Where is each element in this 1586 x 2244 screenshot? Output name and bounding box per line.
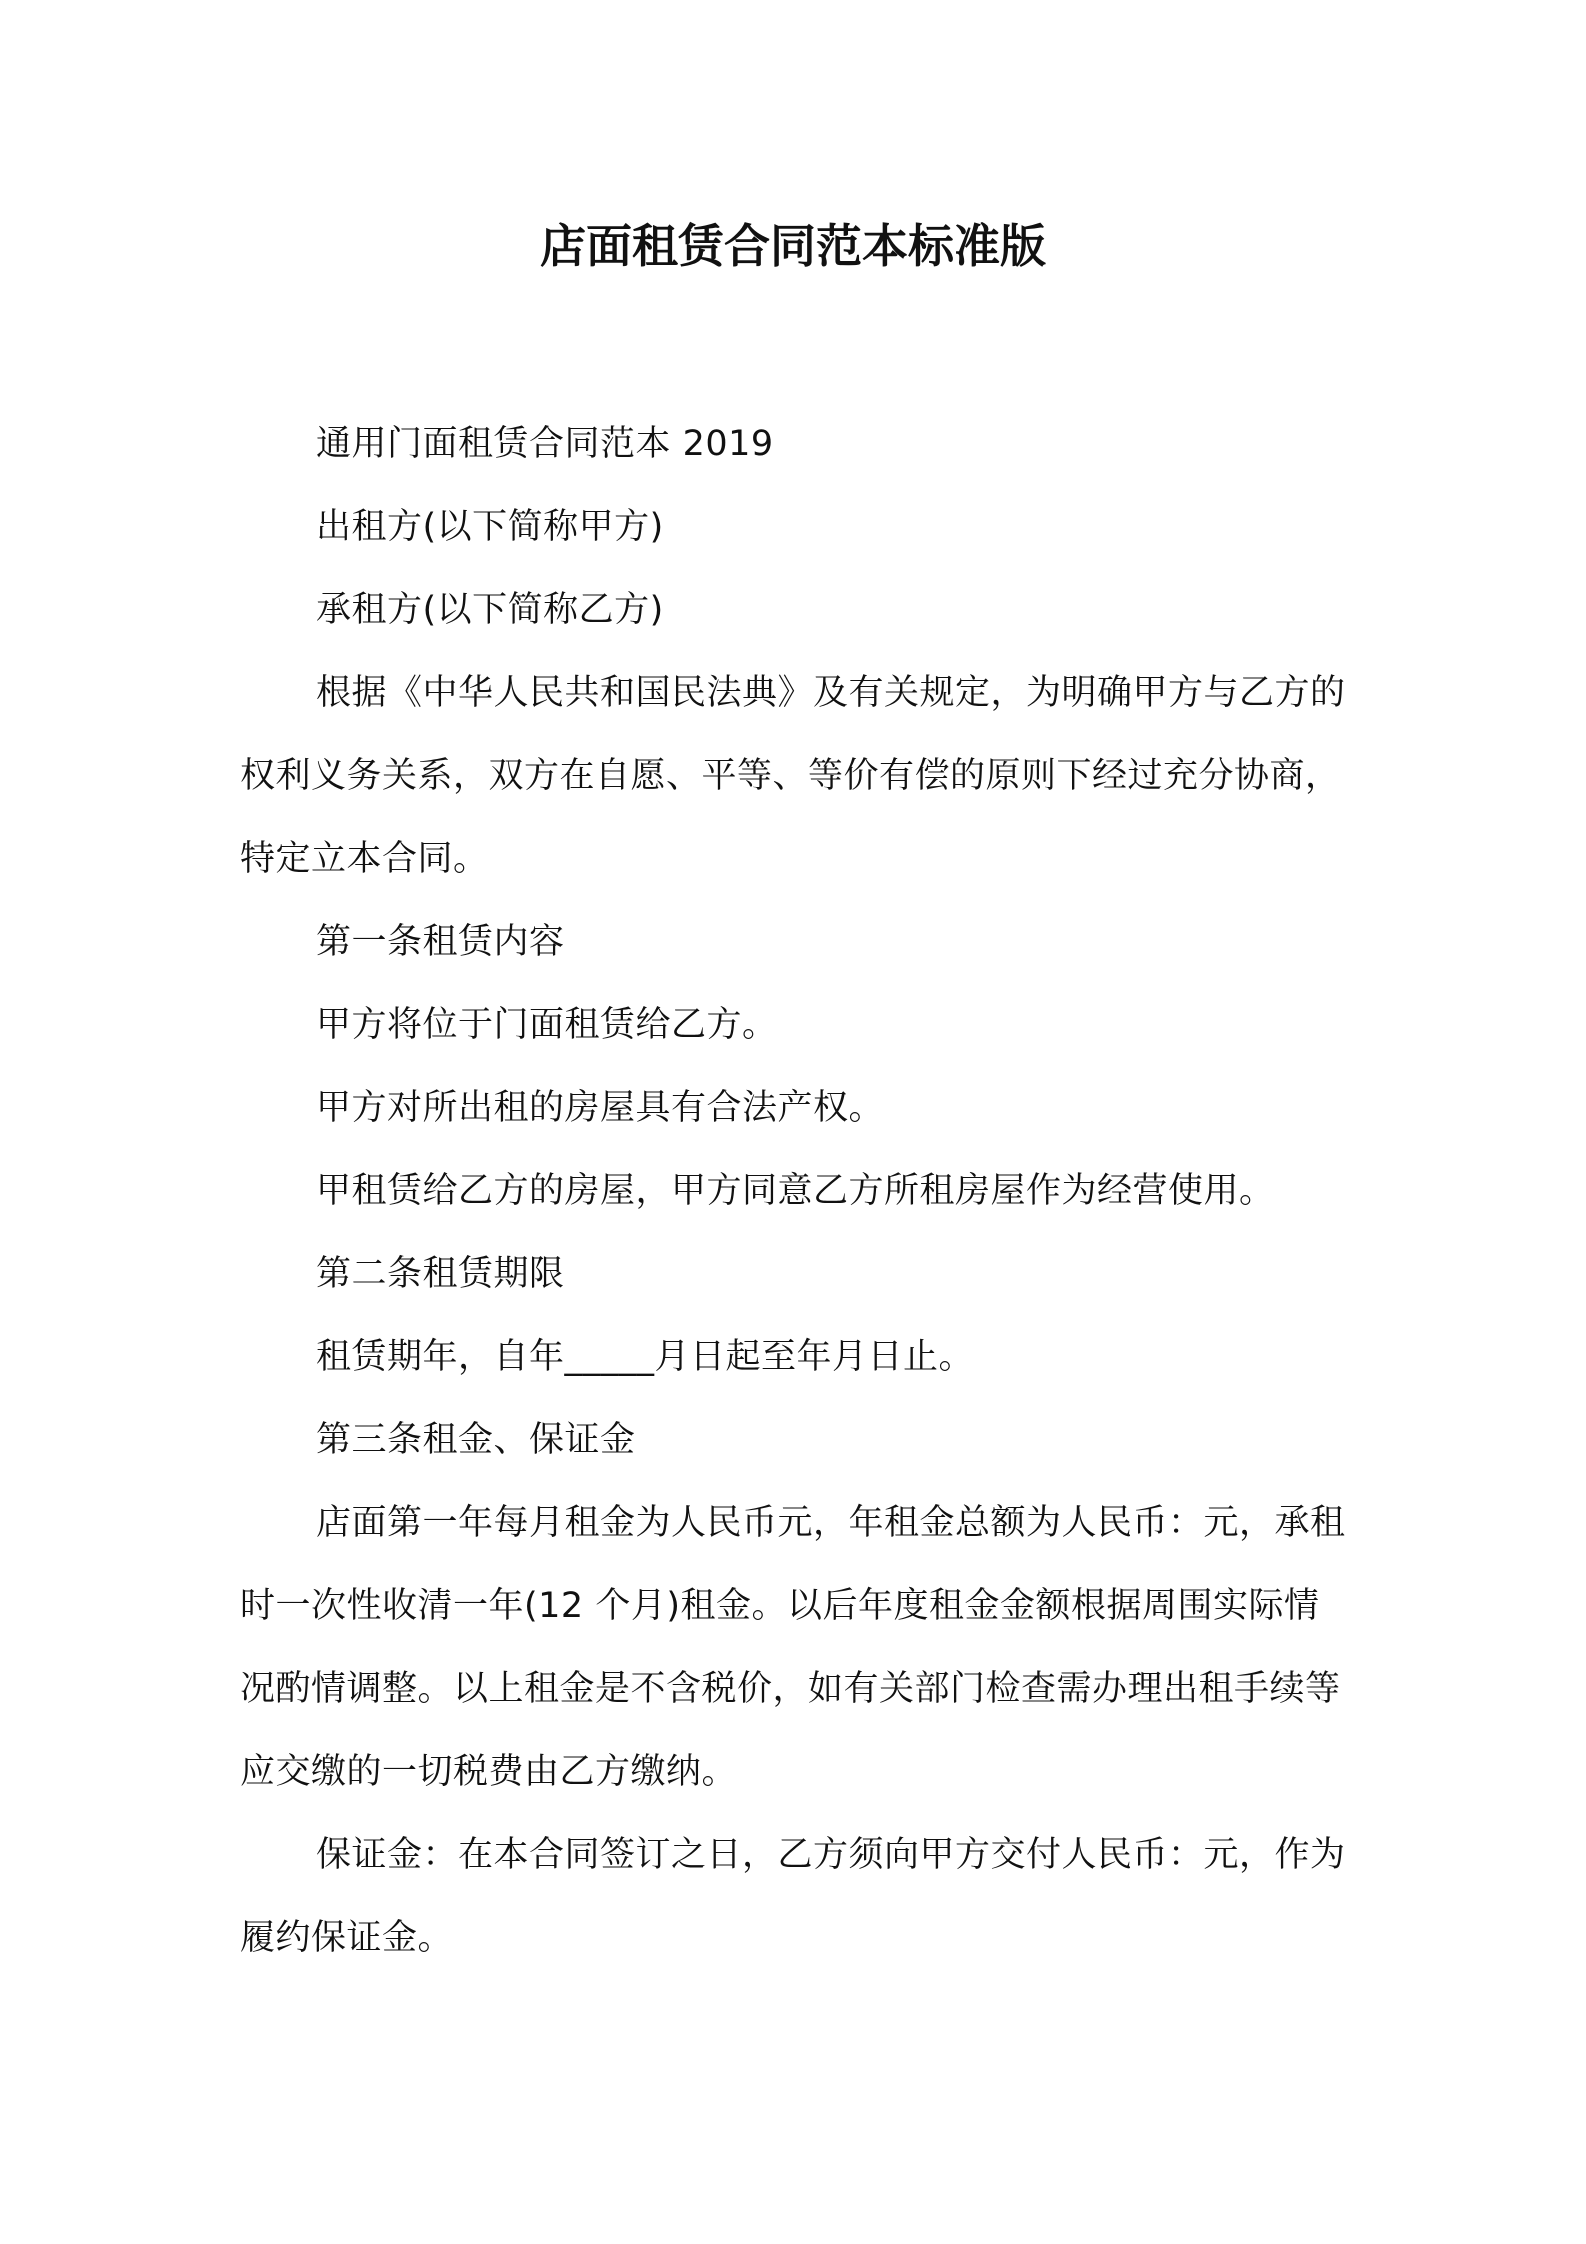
document-body: [240, 403, 1350, 1980]
paragraph-preamble: 根据《中华人民共和国民法典》及有关规定，为明确甲方与乙方的权利义务关系，双方在自愿、平等、等价有偿的原则下经过充分协商，特定立本合同。: [240, 673, 1346, 879]
article-1-heading: 第一条租赁内容: [316, 922, 565, 962]
article-3-heading: 第三条租金、保证金: [316, 1420, 636, 1460]
paragraph-lessee: 承租方(以下简称乙方): [316, 590, 664, 630]
paragraph-heading-general: 通用门面租赁合同范本 2019: [316, 424, 774, 464]
article-2-heading: 第二条租赁期限: [316, 1254, 565, 1294]
article-1-clause-3: 甲租赁给乙方的房屋，甲方同意乙方所租房屋作为经营使用。: [316, 1171, 1275, 1211]
article-1-clause-2: 甲方对所出租的房屋具有合法产权。: [316, 1088, 885, 1128]
document-title: 店面租赁合同范本标准版: [540, 219, 1046, 273]
paragraph-lessor: 出租方(以下简称甲方): [316, 507, 664, 547]
article-3-rent-clause: 店面第一年每月租金为人民币元，年租金总额为人民币：元，承租时一次性收清一年(12 个月)租金。以后年度租金金额根据周围实际情况酌情调整。以上租金是不含税价，如有关部门检查需办理出租手续等应交缴的一切税费由乙方缴纳。: [240, 1503, 1346, 1792]
article-1-clause-1: 甲方将位于门面租赁给乙方。: [316, 1005, 778, 1045]
article-3-deposit-clause: 保证金：在本合同签订之日，乙方须向甲方交付人民币：元，作为履约保证金。: [240, 1835, 1346, 1958]
article-2-clause-1: 租赁期年，自年_____月日起至年月日止。: [316, 1337, 975, 1377]
